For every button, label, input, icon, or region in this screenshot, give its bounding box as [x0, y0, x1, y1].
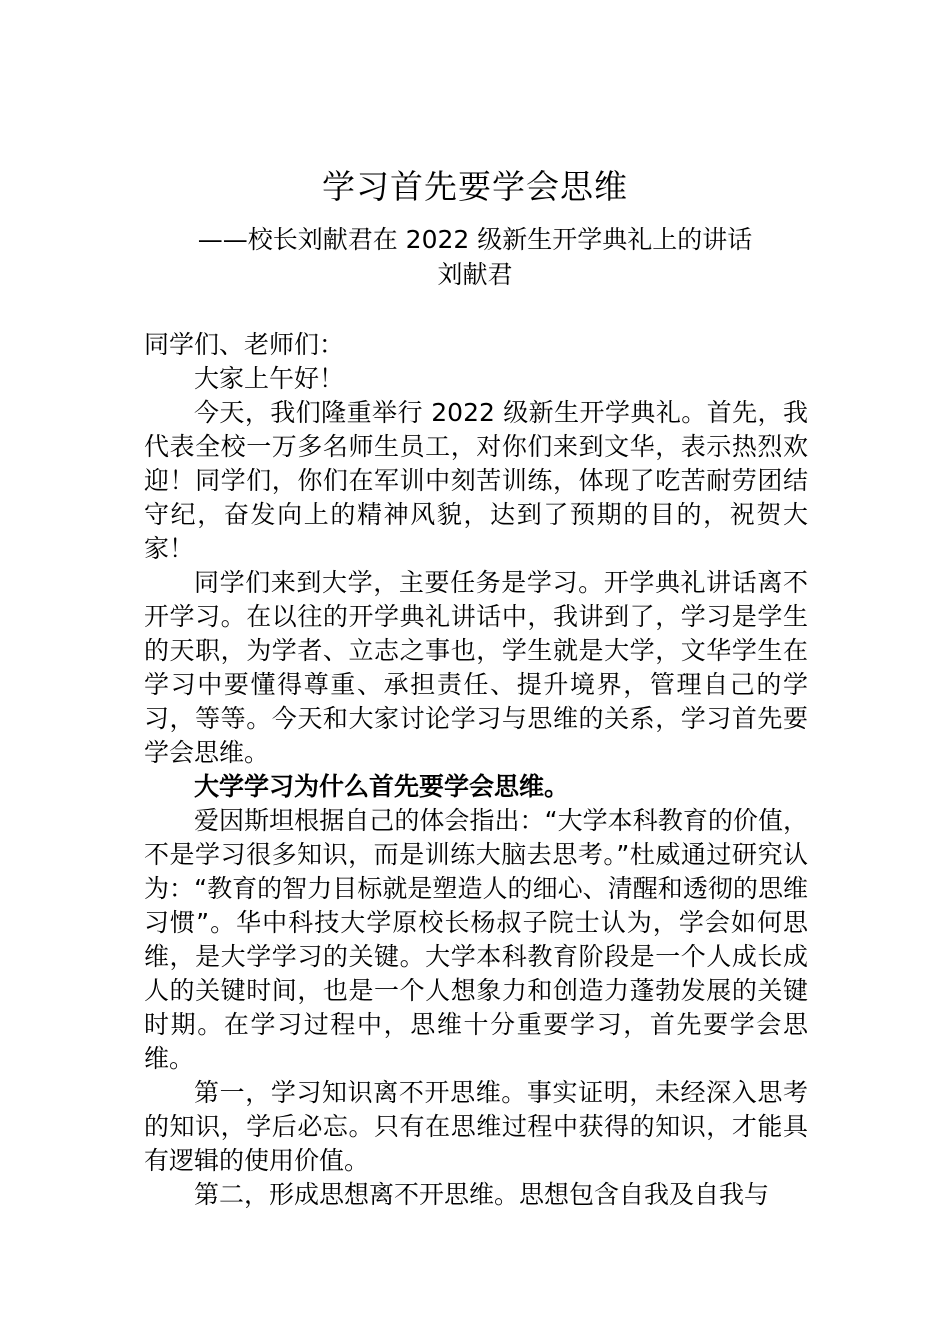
- body-paragraph: 第二，形成思想离不开思维。思想包含自我及自我与: [194, 1180, 770, 1209]
- section-heading: 大学学习为什么首先要学会思维。: [194, 772, 570, 801]
- body-paragraph: 第一，学习知识离不开思维。事实证明，未经深入思考的知识，学后必忘。只有在思维过程中获得的知识，才能具有逻辑的使用价值。: [144, 1078, 808, 1175]
- salutation: 同学们、老师们：: [144, 330, 345, 359]
- document-subtitle: ——校长刘献君在 2022 级新生开学典礼上的讲话: [197, 225, 753, 254]
- document-author: 刘献君: [437, 260, 513, 289]
- body-paragraph: 同学们来到大学，主要任务是学习。开学典礼讲话离不开学习。在以往的开学典礼讲话中，我讲到了，学习是学生的天职，为学者、立志之事也，学生就是大学，文华学生在学习中要懂得尊重、承担责任、提升境界，管理自己的学习，等等。今天和大家讨论学习与思维的关系，学习首先要学会思维。: [144, 568, 808, 767]
- body-paragraph: 爱因斯坦根据自己的体会指出：“大学本科教育的价值，不是学习很多知识，而是训练大脑去思考。”杜威通过研究认为：“教育的智力目标就是塑造人的细心、清醒和透彻的思维习惯”。华中科技大学原校长杨叔子院士认为，学会如何思维，是大学学习的关键。大学本科教育阶段是一个人成长成人的关键时间，也是一个人想象力和创造力蓬勃发展的关键时期。在学习过程中，思维十分重要学习，首先要学会思维。: [144, 806, 808, 1073]
- body-paragraph: 今天，我们隆重举行 2022 级新生开学典礼。首先，我代表全校一万多名师生员工，对你们来到文华，表示热烈欢迎！同学们，你们在军训中刻苦训练，体现了吃苦耐劳团结守纪，奋发向上的精神风貌，达到了预期的目的，祝贺大家！: [144, 398, 808, 563]
- document-body: [144, 328, 808, 1212]
- document-title: 学习首先要学会思维: [322, 167, 628, 206]
- greeting-paragraph: 大家上午好！: [194, 364, 345, 393]
